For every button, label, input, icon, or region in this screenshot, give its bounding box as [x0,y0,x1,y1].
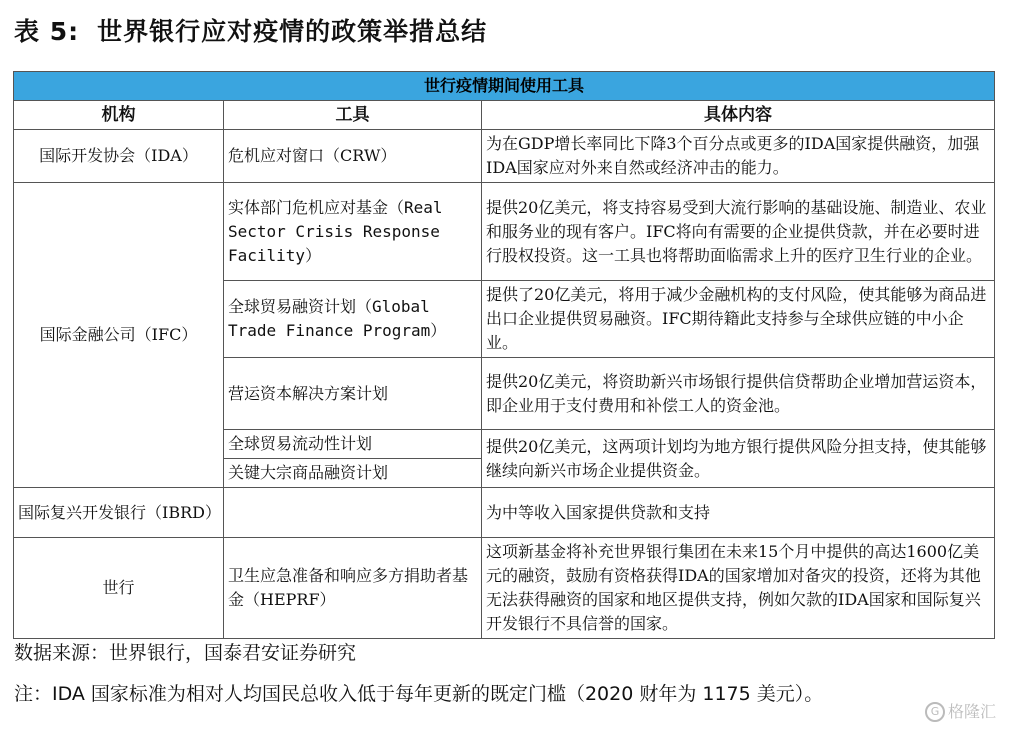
header-tool: 工具 [224,101,482,130]
tool-cell: 实体部门危机应对基金（Real Sector Crisis Response Facility） [224,183,482,281]
footnote: 注：IDA 国家标准为相对人均国民总收入低于每年更新的既定门槛（2020 财年为 1175 美元）。 [14,683,824,705]
table-title: 世界银行应对疫情的政策举措总结 [97,17,488,46]
content-cell: 为中等收入国家提供贷款和支持 [482,488,995,538]
content-cell: 为在GDP增长率同比下降3个百分点或更多的IDA国家提供融资，加强IDA国家应对外来自然或经济冲击的能力。 [482,130,995,183]
watermark-text: 格隆汇 [947,701,996,721]
tool-cell [224,488,482,538]
table-caption: 世行疫情期间使用工具 [14,72,995,101]
content-cell: 提供20亿美元，这两项计划均为地方银行提供风险分担支持，使其能够继续向新兴市场企业提供资金。 [482,430,995,488]
content-cell: 这项新基金将补充世界银行集团在未来15个月中提供的高达1600亿美元的融资，鼓励有资格获得IDA的国家增加对备灾的投资，还将为其他无法获得融资的国家和地区提供支持，例如欠款的IDA国家和国际复兴开发银行不具信誉的国家。 [482,538,995,639]
table-number: 表 5: [14,17,80,46]
org-cell: 世行 [14,538,224,639]
data-source-note: 数据来源：世界银行，国泰君安证券研究 [14,642,357,664]
tool-cell: 卫生应急准备和响应多方捐助者基金（HEPRF） [224,538,482,639]
content-cell: 提供20亿美元，将资助新兴市场银行提供信贷帮助企业增加营运资本，即企业用于支付费用和补偿工人的资金池。 [482,358,995,430]
table-row [14,183,995,281]
table-row [14,488,995,538]
watermark-logo [925,699,996,723]
table-header-row [14,101,995,130]
tool-cell: 营运资本解决方案计划 [224,358,482,430]
watermark-icon: G [925,702,945,722]
content-cell: 提供20亿美元，将支持容易受到大流行影响的基础设施、制造业、农业和服务业的现有客户。IFC将向有需要的企业提供贷款，并在必要时进行股权投资。这一工具也将帮助面临需求上升的医疗卫生行业的企业。 [482,183,995,281]
tool-cell: 关键大宗商品融资计划 [224,459,482,488]
table-row [14,538,995,639]
page-title [14,12,487,48]
table-caption-row [14,72,995,101]
org-cell: 国际金融公司（IFC） [14,183,224,488]
content-cell: 提供了20亿美元，将用于减少金融机构的支付风险，使其能够为商品进出口企业提供贸易融资。IFC期待籍此支持参与全球供应链的中小企业。 [482,281,995,358]
table-row [14,130,995,183]
org-cell: 国际复兴开发银行（IBRD） [14,488,224,538]
tool-cell: 危机应对窗口（CRW） [224,130,482,183]
org-cell: 国际开发协会（IDA） [14,130,224,183]
header-content: 具体内容 [482,101,995,130]
tool-cell: 全球贸易流动性计划 [224,430,482,459]
policy-table [13,71,995,639]
header-org: 机构 [14,101,224,130]
tool-cell: 全球贸易融资计划（Global Trade Finance Program） [224,281,482,358]
